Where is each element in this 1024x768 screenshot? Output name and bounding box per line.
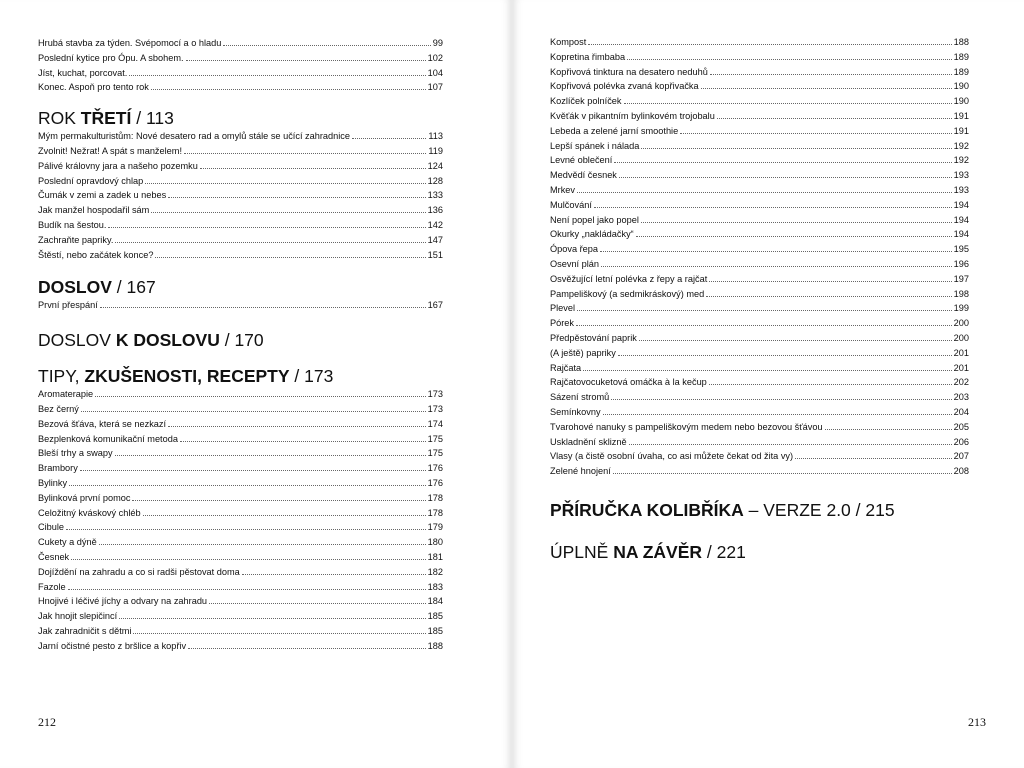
toc-entry-page: 142 — [427, 219, 443, 230]
dot-leader — [795, 458, 952, 459]
dot-leader — [69, 485, 426, 486]
toc-entry — [38, 506, 443, 521]
toc-entry-title: Rajčata — [550, 362, 582, 373]
toc-entry-title: Osvěžující letní polévka z řepy a rajčat — [550, 273, 708, 284]
dot-leader — [717, 118, 952, 119]
toc-entry-title: Zelené hnojení — [550, 466, 611, 477]
toc-entry-title: Kopretina řimbaba — [550, 51, 626, 62]
dot-leader — [709, 281, 951, 282]
toc-entry-page: 194 — [953, 199, 969, 210]
toc-entry-title: Bez černý — [38, 403, 79, 414]
dot-leader — [66, 529, 426, 530]
toc-entry — [38, 402, 443, 417]
tipy-entries — [38, 387, 443, 653]
toc-entry-title: Plevel — [550, 303, 576, 314]
dot-leader — [825, 429, 952, 430]
toc-entry-page: 99 — [432, 38, 443, 48]
toc-entry — [38, 565, 443, 580]
left-toc — [38, 36, 443, 654]
toc-entry-title: Poslední opravdový chlap — [38, 175, 144, 186]
toc-entry-title: Kvěťák v pikantním bylinkovém trojobalu — [550, 110, 715, 121]
toc-entry — [38, 535, 443, 550]
toc-entry — [38, 203, 443, 218]
toc-entry — [550, 168, 969, 183]
page-number: 213 — [968, 715, 986, 729]
toc-entry-page: 202 — [953, 377, 969, 388]
toc-entry — [38, 248, 443, 263]
toc-entry — [550, 183, 969, 198]
toc-entry-page: 189 — [953, 51, 969, 62]
toc-entry-page: 167 — [427, 300, 443, 311]
dot-leader — [145, 183, 425, 184]
toc-entry-page: 102 — [427, 52, 443, 63]
dot-leader — [624, 103, 952, 104]
dot-leader — [200, 168, 426, 169]
toc-entry — [38, 520, 443, 535]
toc-entry — [38, 594, 443, 609]
dot-leader — [242, 574, 426, 575]
toc-entry-page: 175 — [427, 433, 443, 444]
toc-entry-title: Fazole — [38, 581, 66, 592]
dot-leader — [223, 45, 430, 46]
toc-entry-page: 196 — [953, 258, 969, 269]
toc-entry-title: Bezová šťáva, která se nezkazí — [38, 418, 167, 429]
heading-light-part: – VERZE 2.0 — [743, 499, 851, 520]
toc-entry-title: Cibule — [38, 522, 65, 533]
toc-entry-title: Mulčování — [550, 199, 592, 210]
toc-entry — [38, 144, 443, 159]
toc-entry-page: 147 — [427, 234, 443, 245]
toc-entry-page: 128 — [427, 175, 443, 186]
toc-entry — [550, 420, 969, 435]
toc-entry-title: Osevní plán — [550, 258, 600, 269]
toc-entry-page: 191 — [953, 125, 969, 136]
toc-entry-title: Bylinková první pomoc — [38, 492, 131, 503]
toc-entry-page: 136 — [427, 205, 443, 216]
toc-entry-page: 176 — [427, 463, 443, 474]
toc-entry — [38, 624, 443, 639]
heading-page-number: 167 — [126, 277, 156, 298]
toc-entry-page: 194 — [953, 229, 969, 240]
toc-entry — [38, 432, 443, 447]
dot-leader — [115, 242, 425, 243]
toc-entry-title: Jak manžel hospodařil sám — [38, 205, 150, 216]
toc-entry — [550, 405, 969, 420]
toc-entry-title: Jak zahradničit s dětmi — [38, 625, 132, 636]
toc-entry — [38, 476, 443, 491]
toc-entry-page: 206 — [953, 436, 969, 447]
toc-entry-title: Pórek — [550, 318, 575, 329]
section-heading-prirucka — [550, 499, 969, 521]
toc-entry — [38, 461, 443, 476]
toc-entry-page: 204 — [953, 406, 969, 417]
toc-entry-title: Česnek — [38, 551, 70, 562]
toc-entry-title: Rajčatovocuketová omáčka à la kečup — [550, 377, 707, 388]
toc-entry — [550, 124, 969, 139]
toc-entry — [550, 390, 969, 405]
toc-entry — [38, 639, 443, 654]
toc-entry-page: 201 — [953, 362, 969, 373]
toc-entry-page: 173 — [427, 403, 443, 414]
dot-leader — [627, 59, 952, 60]
dot-leader — [618, 355, 952, 356]
dot-leader — [81, 411, 426, 412]
dot-leader — [168, 426, 426, 427]
toc-entry-title: Předpěstování paprik — [550, 332, 637, 343]
heading-separator: / — [850, 499, 866, 520]
toc-entry-page: 192 — [953, 140, 969, 151]
toc-entry — [38, 233, 443, 248]
toc-entry — [38, 188, 443, 203]
toc-entry-page: 203 — [953, 392, 969, 403]
dot-leader — [68, 589, 426, 590]
dot-leader — [132, 500, 425, 501]
toc-entry-page: 208 — [953, 466, 969, 477]
toc-entry-page: 182 — [427, 566, 443, 577]
dot-leader — [639, 340, 952, 341]
toc-entry — [550, 331, 969, 346]
toc-entry — [550, 272, 969, 287]
toc-entry — [550, 153, 969, 168]
toc-entry — [38, 446, 443, 461]
heading-separator: / — [219, 330, 235, 351]
toc-entry-title: První přespání — [38, 300, 98, 311]
heading-bold-part: PŘÍRUČKA KOLIBŘÍKA — [550, 499, 744, 520]
dot-leader — [352, 138, 426, 139]
dot-leader — [151, 89, 426, 90]
toc-entry-title: Lepší spánek i nálada — [550, 140, 640, 151]
heading-separator: / — [702, 541, 717, 562]
toc-entry-page: 188 — [427, 640, 443, 651]
toc-entry-page: 178 — [427, 507, 443, 518]
dot-leader — [709, 384, 952, 385]
toc-entry-title: Poslední kytice pro Ópu. A sbohem. — [38, 52, 184, 63]
heading-bold-part: DOSLOV — [38, 277, 112, 298]
toc-entry-page: 107 — [427, 82, 443, 93]
toc-entry-title: Dojíždění na zahradu a co si radši pěstovat doma — [38, 566, 240, 577]
heading-separator: / — [111, 277, 127, 298]
toc-entry — [550, 435, 969, 450]
dot-leader — [636, 236, 952, 237]
dot-leader — [594, 207, 952, 208]
toc-entry — [550, 198, 969, 213]
toc-entry-page: 178 — [427, 492, 443, 503]
top-entries — [38, 36, 443, 95]
dot-leader — [701, 88, 952, 89]
dot-leader — [188, 648, 426, 649]
dot-leader — [611, 399, 951, 400]
toc-entry — [550, 361, 969, 376]
dot-leader — [186, 60, 426, 61]
toc-entry-title: Jarní očistné pesto z ‌bršlice a kopřiv — [38, 640, 187, 651]
toc-entry-title: Mým permakulturistům: Nové desatero rad a omylů stále se učící zahradnice — [38, 131, 350, 142]
toc-entry-title: Pampeliškový (a sedmikráskový) med — [550, 288, 705, 299]
toc-entry-page: 151 — [427, 249, 443, 260]
dot-leader — [680, 133, 951, 134]
toc-entry-page: 184 — [427, 596, 443, 607]
dot-leader — [576, 325, 952, 326]
toc-entry — [38, 580, 443, 595]
toc-entry — [38, 174, 443, 189]
toc-entry — [38, 159, 443, 174]
toc-entry-title: Okurky „nakládačky“ — [550, 229, 634, 240]
toc-entry-title: Semínkovny — [550, 406, 601, 417]
toc-entry — [550, 464, 969, 479]
toc-entry-title: Bylinky — [38, 477, 68, 488]
toc-entry-title: Kompost — [550, 37, 587, 47]
toc-entry-title: Bezplenková komunikační metoda — [38, 433, 178, 444]
heading-light-part: TIPY, — [38, 366, 85, 387]
heading-light-part: ÚPLNĚ — [550, 541, 614, 562]
toc-entry-page: 176 — [427, 477, 443, 488]
toc-entry — [550, 257, 969, 272]
dot-leader — [71, 559, 426, 560]
dot-leader — [209, 603, 426, 604]
dot-leader — [603, 414, 952, 415]
toc-entry-title: Ópova řepa — [550, 244, 599, 255]
toc-entry-title: (A ještě) papriky — [550, 347, 616, 358]
toc-entry-page: 201 — [953, 347, 969, 358]
toc-entry — [38, 387, 443, 402]
dot-leader — [115, 455, 426, 456]
toc-entry-page: 200 — [953, 318, 969, 329]
toc-entry-page: 197 — [953, 273, 969, 284]
toc-entry-title: Kozlíček polníček — [550, 96, 622, 107]
dot-leader — [119, 618, 426, 619]
rok-treti-entries — [38, 129, 443, 262]
section-heading-tipy — [38, 365, 443, 387]
toc-entry — [38, 51, 443, 66]
toc-entry — [38, 218, 443, 233]
right-entries — [550, 35, 969, 479]
toc-entry — [38, 298, 443, 313]
dot-leader — [168, 197, 425, 198]
toc-entry-title: Kopřivová polévka zvaná kopřivačka — [550, 81, 699, 92]
toc-entry-page: 185 — [427, 611, 443, 622]
section-heading-doslov — [38, 276, 443, 298]
page-number: 212 — [38, 715, 56, 729]
heading-page-number: 173 — [304, 366, 334, 387]
toc-entry-title: Kopřivová tinktura na desatero neduhů — [550, 66, 708, 77]
toc-entry-title: Hnojivé i léčivé jíchy a odvary na zahradu — [38, 596, 208, 607]
right-page — [513, 0, 1024, 768]
toc-entry — [550, 94, 969, 109]
toc-entry-page: 175 — [427, 448, 443, 459]
toc-entry-title: Štěstí, nebo začátek konce? — [38, 249, 154, 260]
dot-leader — [80, 470, 426, 471]
toc-entry-page: 191 — [953, 110, 969, 121]
dot-leader — [577, 192, 952, 193]
right-toc — [550, 35, 969, 563]
toc-entry-title: Zachraňte papriky. — [38, 234, 114, 245]
dot-leader — [143, 515, 426, 516]
toc-entry — [38, 129, 443, 144]
toc-entry-page: 205 — [953, 421, 969, 432]
toc-entry-title: Jak hnojit slepičincí — [38, 611, 118, 622]
toc-entry-title: Brambory — [38, 463, 78, 474]
section-heading-rok-treti — [38, 107, 443, 129]
toc-entry — [550, 227, 969, 242]
dot-leader — [129, 75, 425, 76]
toc-entry — [550, 213, 969, 228]
dot-leader — [99, 544, 426, 545]
toc-entry-page: 104 — [427, 67, 443, 78]
toc-entry — [550, 242, 969, 257]
dot-leader — [619, 177, 952, 178]
dot-leader — [95, 396, 426, 397]
toc-entry-title: Lebeda a zelené jarní smoothie — [550, 125, 679, 136]
dot-leader — [133, 633, 425, 634]
toc-entry — [550, 65, 969, 80]
toc-entry-page: 192 — [953, 155, 969, 166]
left-page — [0, 0, 511, 768]
toc-entry — [38, 609, 443, 624]
section-heading-uplne — [550, 541, 969, 563]
dot-leader — [588, 44, 951, 45]
toc-entry — [550, 35, 969, 50]
toc-entry-page: 188 — [953, 37, 969, 47]
dot-leader — [629, 444, 952, 445]
dot-leader — [641, 148, 951, 149]
toc-entry — [38, 80, 443, 95]
toc-entry-title: Pálivé královny jara a našeho pozemku — [38, 160, 198, 171]
dot-leader — [710, 74, 952, 75]
toc-entry-title: Mrkev — [550, 184, 576, 195]
heading-bold-part: ZKUŠENOSTI, RECEPTY — [84, 366, 290, 387]
doslov-entries — [38, 298, 443, 313]
dot-leader — [641, 222, 952, 223]
toc-entry-page: 113 — [428, 131, 443, 142]
toc-entry — [550, 79, 969, 94]
dot-leader — [180, 441, 426, 442]
toc-entry-title: Levné oblečení — [550, 155, 613, 166]
heading-separator: / — [131, 108, 146, 129]
toc-entry — [38, 550, 443, 565]
toc-entry-title: Konec. Aspoň pro tento rok — [38, 82, 149, 93]
toc-entry-page: 193 — [953, 170, 969, 181]
heading-page-number: 221 — [716, 541, 746, 562]
toc-entry-title: Zvolnit! Nežrat! A spát s manželem! — [38, 145, 182, 156]
dot-leader — [151, 212, 425, 213]
heading-page-number: 170 — [234, 330, 264, 351]
toc-entry-page: 195 — [953, 244, 969, 255]
dot-leader — [600, 251, 952, 252]
toc-entry-page: 190 — [953, 96, 969, 107]
toc-entry-page: 185 — [427, 625, 443, 636]
toc-entry — [550, 449, 969, 464]
toc-entry — [550, 375, 969, 390]
dot-leader — [184, 153, 426, 154]
heading-bold-part: NA ZÁVĚR — [613, 541, 703, 562]
dot-leader — [100, 307, 426, 308]
toc-entry-title: Sázení stromů — [550, 392, 610, 403]
toc-entry — [38, 36, 443, 51]
toc-entry-title: Vlasy (a čistě osobní úvaha, co asi můžete čekat od žita vy) — [550, 451, 794, 462]
toc-entry-page: 199 — [953, 303, 969, 314]
toc-entry-page: 180 — [427, 537, 443, 548]
heading-light-part: ROK — [38, 108, 81, 129]
heading-light-part: DOSLOV — [38, 330, 116, 351]
toc-entry-title: Není popel jako popel — [550, 214, 639, 225]
toc-entry-page: 190 — [953, 81, 969, 92]
toc-entry-page: 193 — [953, 184, 969, 195]
toc-entry-page: 133 — [427, 190, 443, 201]
toc-entry — [550, 301, 969, 316]
heading-page-number: 113 — [145, 108, 174, 129]
toc-entry-page: 174 — [427, 418, 443, 429]
dot-leader — [614, 162, 951, 163]
toc-entry-page: 119 — [428, 145, 443, 156]
toc-entry-title: Cukety a dýně — [38, 537, 97, 548]
toc-entry-page: 173 — [427, 389, 443, 400]
toc-entry-page: 183 — [427, 581, 443, 592]
toc-entry — [550, 50, 969, 65]
toc-entry-page: 207 — [953, 451, 969, 462]
heading-bold-part: TŘETÍ — [80, 108, 132, 129]
heading-bold-part: K DOSLOVU — [115, 330, 220, 351]
heading-separator: / — [289, 366, 305, 387]
toc-entry — [38, 66, 443, 81]
dot-leader — [583, 370, 952, 371]
toc-entry-title: Aromaterapie — [38, 389, 94, 400]
dot-leader — [577, 310, 952, 311]
dot-leader — [601, 266, 952, 267]
toc-entry-title: Celožitný kváskový chléb — [38, 507, 141, 518]
toc-entry-page: 198 — [953, 288, 969, 299]
toc-entry-title: Čumák v zemi a zadek u nebes — [38, 190, 167, 201]
toc-entry — [38, 491, 443, 506]
toc-entry-page: 124 — [427, 160, 443, 171]
toc-entry-title: Medvědí česnek — [550, 170, 617, 181]
toc-entry-page: 189 — [953, 66, 969, 77]
toc-entry-title: Hrubá stavba za týden. Svépomocí a o hladu — [38, 38, 222, 48]
toc-entry-page: 179 — [427, 522, 443, 533]
dot-leader — [155, 257, 425, 258]
toc-entry — [38, 417, 443, 432]
toc-entry-title: Bleší trhy a swapy — [38, 448, 113, 459]
heading-page-number: 215 — [865, 499, 895, 520]
toc-entry-page: 181 — [427, 551, 443, 562]
toc-entry-page: 194 — [953, 214, 969, 225]
toc-entry-title: Tvarohové nanuky s pampeliškovým medem nebo bezovou šťávou — [550, 421, 823, 432]
toc-entry — [550, 316, 969, 331]
toc-entry-page: 200 — [953, 332, 969, 343]
toc-entry — [550, 346, 969, 361]
toc-entry — [550, 109, 969, 124]
toc-entry — [550, 139, 969, 154]
toc-entry-title: Jíst, kuchat, porcovat. — [38, 67, 128, 78]
toc-entry-title: Uskladnění sklizně — [550, 436, 627, 447]
dot-leader — [108, 227, 425, 228]
section-heading-doslov-k-doslovu — [38, 329, 443, 351]
dot-leader — [613, 473, 952, 474]
toc-entry-title: Budík na šestou. — [38, 219, 107, 230]
toc-entry — [550, 287, 969, 302]
dot-leader — [706, 296, 951, 297]
